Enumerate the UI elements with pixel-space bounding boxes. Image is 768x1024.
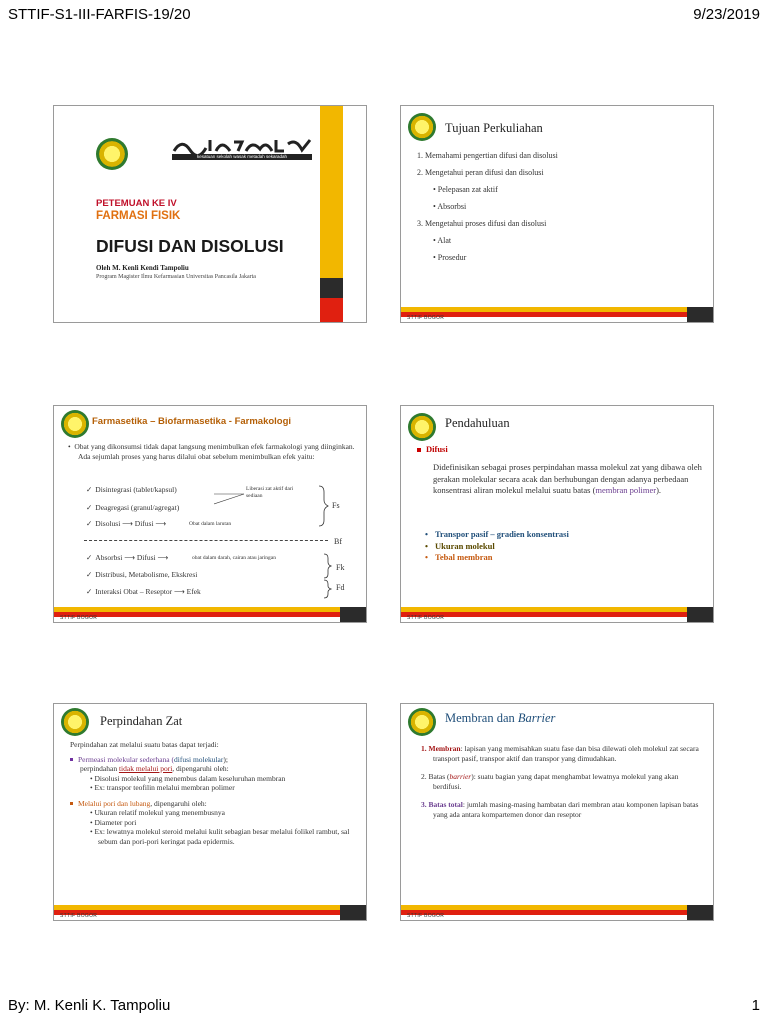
- red-strip: [320, 298, 343, 323]
- note-solution: Obat dalam larutan: [189, 521, 232, 527]
- slide-title: [445, 711, 555, 726]
- sub-item: • Ukuran relatif molekul yang menembusnya: [90, 808, 225, 817]
- intro-text: Obat yang dikonsumsi tidak dapat langsung menimbulkan efek farmakologi yang diinginkan. Ada sejumlah proses yang harus dilalui obat sebelum menimbulkan efek yaitu:: [74, 442, 355, 461]
- list-item: [421, 772, 701, 792]
- institution-logo-icon: [61, 708, 89, 736]
- sub-text: Ukuran relatif molekul yang menembusnya: [94, 808, 225, 817]
- author-line: Oleh M. Kenli Kendi Tampoliu: [96, 264, 189, 272]
- slide-footer: STTIF BOGOR: [407, 315, 445, 321]
- slide-title: Pendahuluan: [445, 416, 510, 430]
- bullet-square: [417, 448, 421, 452]
- list-item: • Absorbsi: [433, 202, 467, 211]
- footer-square: [687, 307, 713, 322]
- p1-end: );: [223, 754, 228, 764]
- membrane-term: membran polimer: [595, 485, 657, 495]
- step-item: ✓ Deagregasi (granul/agregat): [86, 502, 179, 513]
- p2-term: Melalui pori dan lubang: [78, 798, 151, 808]
- meeting-label: PETEMUAN KE IV: [96, 198, 177, 209]
- note-liberation: Liberasi zat aktif dari sediaan: [246, 486, 294, 499]
- sub-text: Disolusi molekul yang menembus dalam keseluruhan membran: [94, 773, 286, 783]
- dark-strip: [320, 278, 343, 298]
- step-item: ✓ Distribusi, Metabolisme, Ekskresi: [86, 569, 197, 580]
- slide-footer: STTIF BOGOR: [407, 615, 445, 621]
- page-footer-right: 1: [751, 997, 760, 1014]
- sub-item: • Disolusi molekul yang menembus dalam keseluruhan membran: [90, 773, 286, 783]
- step-item: ✓ Disolusi ⟶ Difusi ⟶: [86, 518, 166, 529]
- definition-paragraph: [433, 462, 703, 497]
- sub-item: • Ex: transpor teofilin melalui membran polimer: [90, 783, 235, 792]
- yellow-strip: [320, 106, 343, 278]
- step-item: ✓ Absorbsi ⟶ Difusi ⟶: [86, 552, 168, 563]
- item-text: : lapisan yang memisahkan suatu fase dan bisa dilewati oleh molekul zat secara transport pasif, transpor aktif dan transpor yang dimudahkan.: [433, 744, 699, 763]
- list-item: 1. Memahami pengertian difusi dan disolusi: [417, 151, 558, 160]
- label-fs: Fs: [332, 501, 340, 510]
- bullet-dot: •: [425, 529, 428, 539]
- label-fd: Fd: [336, 583, 345, 592]
- step-item: ✓ Disintegrasi (tablet/kapsul): [86, 484, 177, 495]
- p1-emph: tidak melalui pori: [118, 764, 173, 773]
- bullet-label: Difusi: [426, 444, 448, 454]
- slide-footer: STTIF BOGOR: [407, 913, 445, 919]
- footer-square: [340, 905, 366, 920]
- slide-transfer: [53, 703, 367, 921]
- institution-logo-icon: [408, 113, 436, 141]
- item-term: barrier: [449, 772, 472, 781]
- label-bf: Bf: [334, 537, 342, 546]
- point-text: Ukuran molekul: [435, 540, 495, 551]
- transfer-body: [70, 740, 350, 846]
- banner-text: kesatuan sekolah wasak metadah sekaradah: [172, 154, 312, 160]
- p1-term: difusi molekular: [174, 754, 224, 764]
- bullet-dot: •: [68, 442, 75, 451]
- slide-main-title: DIFUSI DAN DISOLUSI: [96, 236, 284, 256]
- dashed-divider: [84, 540, 328, 541]
- calligraphy-logo: [172, 136, 312, 154]
- footer-square: [687, 905, 713, 920]
- points-list: [425, 529, 569, 564]
- objectives-list: [417, 150, 697, 269]
- list-item: 3. Mengetahui proses difusi dan disolusi: [417, 219, 547, 228]
- item-text: : jumlah masing-masing hambatan dari membran atau komponen lapisan batas yang ada antara kompartemen donor dan reseptor: [433, 800, 699, 819]
- definition-end: ).: [656, 485, 662, 495]
- bullet-dot: •: [425, 540, 428, 551]
- p1-line2-end: , dipengaruhi oleh:: [172, 764, 229, 773]
- membrane-list: [421, 744, 701, 820]
- item-number: 1.: [421, 744, 427, 753]
- item-number: 2.: [421, 772, 427, 781]
- note-blood: obat dalam darah, cairan atau jaringan: [192, 555, 276, 561]
- institution-logo-icon: [61, 410, 89, 438]
- point-text: Transpor pasif – gradien konsentrasi: [435, 529, 569, 539]
- slide-objectives: [400, 105, 714, 323]
- slide-title: Tujuan Perkuliahan: [445, 121, 543, 135]
- institution-logo-icon: [408, 708, 436, 736]
- institution-logo-icon: [408, 413, 436, 441]
- slide-footer: STTIF BOGOR: [60, 913, 98, 919]
- p2-text: , dipengaruhi oleh:: [150, 798, 207, 808]
- list-item: [421, 800, 701, 820]
- item-text: ): suatu bagian yang dapat menghambat lewatnya molekul yang akan berdifusi.: [433, 772, 679, 791]
- slide-footer: STTIF BOGOR: [60, 615, 98, 621]
- slide-title: [53, 105, 367, 323]
- point-one: [70, 755, 350, 774]
- step-item: ✓ Interaksi Obat – Reseptor ⟶ Efek: [86, 586, 201, 597]
- slide-title: Perpindahan Zat: [100, 714, 183, 728]
- list-item: [425, 541, 569, 553]
- list-item: [421, 744, 701, 764]
- page-footer-left: By: M. Kenli K. Tampoliu: [8, 997, 171, 1014]
- sub-item: • Diameter pori: [90, 817, 137, 827]
- slide-pharmaceutics: [53, 405, 367, 623]
- sub-text: Ex: transpor teofilin melalui membran polimer: [94, 783, 235, 792]
- intro-text: Perpindahan zat melalui suatu batas dapat terjadi:: [70, 740, 219, 749]
- footer-square: [340, 607, 366, 622]
- item-pre: Batas (: [428, 772, 450, 781]
- slide-introduction: [400, 405, 714, 623]
- institution-logo-icon: [96, 138, 128, 170]
- point-two: [70, 799, 350, 809]
- list-item: [425, 529, 569, 541]
- item-term: Batas total: [428, 800, 463, 809]
- list-item: • Alat: [433, 236, 452, 245]
- sub-text: Diameter pori: [94, 817, 137, 827]
- p1-text: Permeasi molekular sederhana (: [78, 754, 175, 764]
- page-header-right: 9/23/2019: [693, 6, 760, 23]
- slide-title: Farmasetika – Biofarmasetika - Farmakologi: [92, 416, 292, 427]
- page-header-left: STTIF-S1-III-FARFIS-19/20: [8, 6, 191, 23]
- p1-line2: perpindahan: [80, 764, 119, 773]
- item-number: 3.: [421, 800, 427, 809]
- affiliation-line: Program Magister Ilmu Kefarmasian Universitas Pancasila Jakarta: [96, 274, 256, 280]
- course-label: FARMASI FISIK: [96, 210, 181, 222]
- label-fk: Fk: [336, 563, 345, 572]
- intro-paragraph: [68, 442, 358, 462]
- point-text: Tebal membran: [435, 552, 493, 562]
- bullet-square: [70, 802, 73, 805]
- title-text: Membran dan: [445, 711, 518, 725]
- list-item: 2. Mengetahui peran difusi dan disolusi: [417, 168, 544, 177]
- list-item: • Prosedur: [433, 253, 467, 262]
- sub-text: Ex: lewatnya molekul steroid melalui kulit sebagian besar melalui folikel rambut, sal sebum dan pori-pori keringat pada epidermis.: [94, 827, 350, 846]
- list-item: [425, 552, 569, 564]
- bullet-square: [70, 758, 73, 761]
- bullet-dot: •: [425, 552, 428, 562]
- footer-square: [687, 607, 713, 622]
- item-term: Membran: [428, 744, 461, 753]
- sub-item: • Ex: lewatnya molekul steroid melalui kulit sebagian besar melalui folikel rambut, sal sebum dan pori-pori keringat pada epidermis.: [90, 827, 350, 846]
- list-item: • Pelepasan zat aktif: [433, 185, 498, 194]
- difusi-bullet: [417, 444, 448, 456]
- slide-membrane: [400, 703, 714, 921]
- title-italic: Barrier: [517, 711, 556, 725]
- definition-text: Didefinisikan sebagai proses perpindahan massa molekul zat yang dibawa oleh gerakan molekular secara acak dan berhubungan dengan adanya perbedaan konsentrasi aliran molekul melalui suatu batas (: [433, 462, 702, 495]
